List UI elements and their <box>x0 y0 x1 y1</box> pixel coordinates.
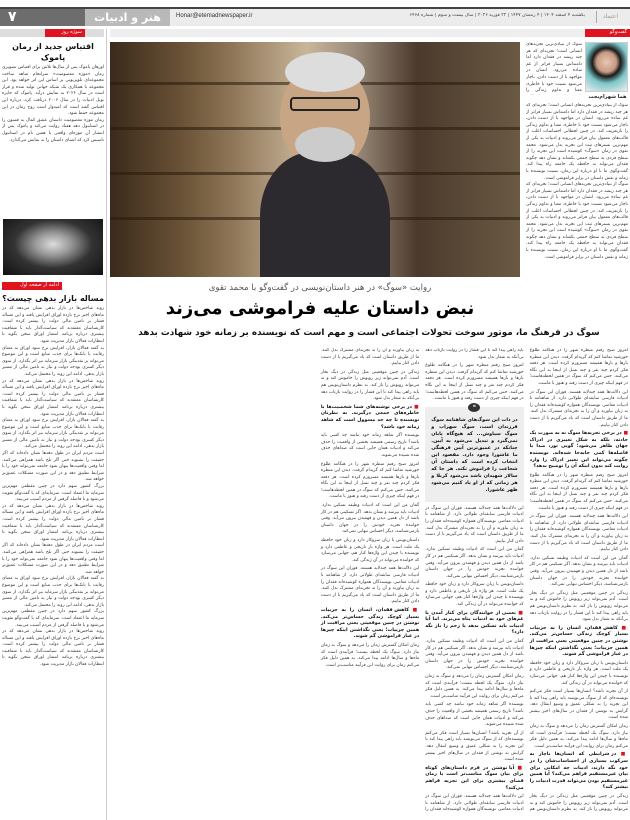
label-continued: ادامه از صفحه اول <box>2 282 62 290</box>
paragraph: از آن تجربه باشد؟ انسان‌ها بسیار است فکر می‌کنم نویسنده‌ای که از سوگ می‌نویسد باید راهی پیدا کند تا این تجربه را به شکلی عمیق و وسیع انتقال دهد. گرایش به نوشتن از فقدان در سال‌های اخیر بیشتر شده است. <box>425 730 524 763</box>
author-photo <box>585 42 628 92</box>
story-title-pamuk: اقتباس جدید از رمان پاموک <box>12 42 94 62</box>
paragraph: سوگ از بنیادی‌ترین تجربه‌های انسانی است؛ تجربه‌ای که هر چند ریشه در فقدان دارد اما دامنه‌اش بسیار فراتر از غم ساده می‌رود. انسان در مواجهه با از دست دادن، ناچار می‌شود نسبت خود با خاطره، معنا و تداوم زندگی را بازتعریف کند. در چنین لحظاتی احساسات اغلب از قالب‌های معمول بیان فراتر می‌روند و ادبیات به یکی از مهم‌ترین بسترهای ثبت این تجربه بدل می‌شود. محمد تقوی در رمان «سوگ» کوشیده است این تجربه را از سطح فردی به سطح جمعی بکشاند و نشان دهد چگونه فقدان می‌تواند به حافظه یک جامعه راه پیدا کند. گفت‌وگوی ما با او درباره این رمان، نسبت نویسنده با زمانه و نقش داستان در برابر فراموشی است. <box>526 182 628 260</box>
paragraph: گمان من این است که ادبیات وظیفه تسکین ندارد. ادبیات باید بپرسد و نشان بدهد. اگر تسکینی هم در کار باشد از دل همین دیدن و فهمیدن بیرون می‌آید. وقتی خواننده تجربه خودش را در جهان داستان بازمی‌شناسد، دیگر احساس تنهایی نمی‌کند. <box>425 547 524 579</box>
story-pamuk <box>2 41 104 213</box>
paragraph: رمان امکان گسترش زمان را می‌دهد و سوگ به زمان نیاز دارد. سوگ یک لحظه نیست؛ فرآیندی است که ماه‌ها و سال‌ها ادامه پیدا می‌کند. به همین دلیل فکر می‌کنم رمان برای روایت این فرآیند مناسب‌تر است. <box>320 642 420 668</box>
paragraph: اورهان پاموک پس از سال‌ها تلاش برای اقتباس تصویری رمان «موزه معصومیت» سرانجام شاهد ساخت مجموعه‌ای تلویزیونی بر اساس این اثر خواهد بود. این مجموعه با همکاری یک شبکه جهانی تولید شده و قرار است در سال ۲۰۲۶ به نمایش درآید. پاموک که جایزه نوبل ادبیات را در سال ۲۰۰۶ دریافت کرد، درباره این اقتباس گفته است که امیدوار است روح رمان در این مجموعه حفظ شود. <box>2 65 104 117</box>
article-subhead: سوگ در فرهنگ ما، موتور سوخت تحولات اجتماعی است و مهم است که نویسنده بر زمانه خود شهادت بدهد <box>138 328 600 338</box>
article-kicker: روایت «سوگ» در هنر داستان‌نویسی در گفت‌وگو با محمد تقوی <box>208 283 432 293</box>
paragraph: روند شاخص‌ها در بازار بدهی نشان می‌دهد که در ماه‌های اخیر نرخ بازده اوراق افزایش یافته و این مساله فشار بر تامین مالی دولت را بیشتر کرده است. کارشناسان معتقدند که سیاست‌گذار باید با شفافیت بیشتری درباره برنامه انتشار اوراق سخن بگوید تا انتظارات فعالان بازار مدیریت شود. <box>2 503 104 542</box>
paragraph: سوگ از بنیادی‌ترین تجربه‌های انسانی است؛ تجربه‌ای که هر چند ریشه در فقدان دارد اما دامنه‌اش بسیار فراتر از غم ساده می‌رود. انسان در مواجهه با از دست دادن، ناچار می‌شود نسبت خود با خاطره، معنا و تداوم زندگی را بازتعریف کند. در چنین لحظاتی احساسات اغلب از قالب‌های معمول بیان فراتر می‌روند و ادبیات به یکی از مهم‌ترین بسترهای ثبت این تجربه بدل می‌شود. محمد تقوی در رمان «سوگ» کوشیده است این تجربه را از سطح فردی به سطح جمعی بکشاند و نشان دهد چگونه فقدان می‌تواند به حافظه یک جامعه راه پیدا کند. گفت‌وگوی ما با او درباره این رمان، نسبت نویسنده با زمانه و نقش داستان در برابر فراموشی است. <box>526 103 628 181</box>
paragraph: است مردم ایران در طول دهه‌ها نشان داده‌اند که اگر حقیقت را بشنوند حتی اگر تلخ باشد همراهی می‌کنند. اما وقتی واقعیت‌ها پنهان شود جامعه نمی‌تواند خود را با شرایط تطبیق دهد و در این صورت مشکلات عمیق‌تر خواهد شد. <box>2 451 104 483</box>
article-headline: نبض داستان علیه فراموشی می‌زند <box>165 298 475 319</box>
article-body <box>112 348 628 820</box>
paragraph: امروز صبح رفتم منظره شهر را در هنگامه طلوع خورشید تماشا کنم که گریه‌ام گرفت. دیدن این منظره بارها و بارها همیشه مسرورم کرده است. هر دفعه فکر کردم چند نفر و چند نسل از اینجا به این نگاه می‌کنند. حس می‌کنم که سوگ در همین لحظه‌هاست؛ در فهم اینکه چیزی از دست رفته و هنوز با ماست. <box>529 472 628 511</box>
interview-question: ■ کاهش فقدان، انسان را به جزییات بسیار کوچک زندگی حساس‌تر می‌کند. نوشتن در چنین موقعیتی یعنی مراقبت از همین جزییات؛ یعنی نگذاشتن اینکه چیزها در غبار فراموشی گم شوند. <box>321 608 419 641</box>
paragraph: به گفته فعالان بازار، افزایش نرخ سود اوراق به معنای رقابت با بانک‌ها برای جذب منابع است و این موضوع می‌تواند بر نقدینگی بازار سرمایه نیز اثر بگذارد. از سوی دیگر کسری بودجه دولت و نیاز به تامین مالی از مسیر بازار بدهی، ادامه این روند را محتمل می‌کند. <box>2 576 104 608</box>
paragraph: زندگی در چنین موقعیتی مثل زندگی در دیگ بخار است. آدم نمی‌تواند زیر روپوش را خاموش کند و نه می‌تواند روپوش را باز کند. به نظرم داستان‌نویس هم باید راهی پیدا کند تا این فشار را در روایت بازتاب دهد بی‌آنکه به شعار بدل شود. <box>529 590 628 623</box>
paragraph: به گفته فعالان بازار، افزایش نرخ سود اوراق به معنای رقابت با بانک‌ها برای جذب منابع است و این موضوع می‌تواند بر نقدینگی بازار سرمایه نیز اثر بگذارد. از سوی دیگر کسری بودجه دولت و نیاز به تامین مالی از مسیر بازار بدهی، ادامه این روند را محتمل می‌کند. <box>2 418 104 450</box>
email-link[interactable]: Honar@etemadnewspaper.ir <box>176 13 253 19</box>
paragraph: داستان‌نویس با زبان سروکار دارد و زبان خود حافظه یک ملت است. هر واژه بار تاریخی و عاطفی دارد و نویسنده با چیدن این واژه‌ها کنار هم، جهانی می‌سازد که خواننده می‌تواند در آن زندگی کند. <box>529 660 628 686</box>
story-title-debt: مساله بازار بدهی چیست؟ <box>2 294 104 303</box>
interview-question: ■ در برخی نوشته‌های شما شخصیت‌ها با خاطره‌های جمعی درگیرند. به نظرتان نویسنده تا چه حد مسوول است که شاهد زمانه خود باشد؟ <box>321 405 419 431</box>
section-rule-right <box>110 29 630 37</box>
pull-quote <box>425 403 523 502</box>
paragraph: امروز صبح رفتم منظره شهر را در هنگامه طلوع خورشید تماشا کنم که گریه‌ام گرفت. دیدن این منظره بارها و بارها همیشه مسرورم کرده است. هر دفعه فکر کردم چند نفر و چند نسل از اینجا به این نگاه می‌کنند. حس می‌کنم که سوگ در همین لحظه‌هاست؛ در فهم اینکه چیزی از دست رفته و هنوز با ماست. <box>425 363 524 402</box>
label-interview: گفت‌وگو <box>585 29 630 37</box>
pull-quote-text: در ذات این سوگ‌های شاهنامه سوگ فرزندان است، سوگ سهراب و سوگ سیاوش... که هیچ‌گاه پایان نمی‌گیرد و تبدیل می‌شود به آیین. چنانکه در عمیق‌ترین آیین فرهنگی ما عاشورا وجود دارد. مقصود این انتخاب کرده است که داستان آن شجاعت را فراموش نکند. هر جا که سالار شهیدان باشد می‌شود کربلا و هر زمانی که از او یاد کنیم می‌شود ظهر عاشورا. <box>431 416 518 493</box>
quote-icon: ❝ <box>468 403 480 412</box>
interview-question: ■ کاهش فقدان، انسان را به جزییات بسیار کوچک زندگی حساس‌تر می‌کند. نوشتن در چنین موقعیتی یعنی مراقبت از همین جزییات؛ یعنی نگذاشتن اینکه چیزها در غبار فراموشی گم شوند. <box>530 626 628 659</box>
paragraph: گمان من این است که ادبیات وظیفه تسکین ندارد. ادبیات باید بپرسد و نشان بدهد. اگر تسکینی هم در کار باشد از دل همین دیدن و فهمیدن بیرون می‌آید. وقتی خواننده تجربه خودش را در جهان داستان بازمی‌شناسد، دیگر احساس تنهایی نمی‌کند. <box>425 639 524 671</box>
paragraph: از آن تجربه باشد؟ انسان‌ها بسیار است فکر می‌کنم نویسنده‌ای که از سوگ می‌نویسد باید راهی پیدا کند تا این تجربه را به شکلی عمیق و وسیع انتقال دهد. گرایش به نوشتن از فقدان در سال‌های اخیر بیشتر شده است. <box>529 689 628 721</box>
intro-text-top: سوگ از بنیادی‌ترین تجربه‌های انسانی است؛ تجربه‌ای که هر چند ریشه در فقدان دارد اما دامنه‌اش بسیار فراتر از غم ساده می‌رود. انسان در مواجهه با از دست دادن، ناچار می‌شود نسبت خود با خاطره، معنا و تداوم زندگی را <box>526 42 582 94</box>
paragraph: گمان من این است که ادبیات وظیفه تسکین ندارد. ادبیات باید بپرسد و نشان بدهد. اگر تسکینی هم در کار باشد از دل همین دیدن و فهمیدن بیرون می‌آید. وقتی خواننده تجربه خودش را در جهان داستان بازمی‌شناسد، دیگر احساس تنهایی نمی‌کند. <box>529 555 628 588</box>
paragraph: این دلالت‌ها همه چند‌لایه هستند. فوران این سوگ در ادبیات فارسی سابقه‌ای طولانی دارد. از شاهنامه تا ادبیات معاصر، نویسندگان همواره کوشیده‌اند فقدان را به زبان بیاورند و آن را به تجربه‌ای مشترک بدل کنند. ما از طریق داستان است که یاد می‌گیریم با از دست دادن کنار بیاییم. <box>529 514 628 553</box>
pamuk-photo <box>3 219 103 275</box>
paragraph: این دلالت‌ها همه چند‌لایه هستند. فوران این سوگ در ادبیات فارسی سابقه‌ای طولانی دارد. از شاهنامه تا ادبیات معاصر، نویسندگان همواره کوشیده‌اند فقدان را به زبان بیاورند و آن را به تجربه‌ای مشترک بدل کنند. ما از طریق داستان است که یاد می‌گیریم با از دست دادن کنار بیاییم. <box>320 348 524 813</box>
paragraph: به گفته فعالان بازار، افزایش نرخ سود اوراق به معنای رقابت با بانک‌ها برای جذب منابع است و این موضوع می‌تواند بر نقدینگی بازار سرمایه نیز اثر بگذارد. از سوی دیگر کسری بودجه دولت و نیاز به تامین مالی از مسیر بازار بدهی، ادامه این روند را محتمل می‌کند. <box>2 345 104 377</box>
date-line: یکشنبه ۴ اسفند ۱۴۰۴ | ۴ رمضان ۱۴۴۷ | ۲۲ فوریه ۲۰۲۶ | سال بیست و سوم | شماره ۶۴۶۸ <box>409 13 585 18</box>
paragraph: امروز صبح رفتم منظره شهر را در هنگامه طلوع خورشید تماشا کنم که گریه‌ام گرفت. دیدن این منظره بارها و بارها همیشه مسرورم کرده است. هر دفعه فکر کردم چند نفر و چند نسل از اینجا به این نگاه می‌کنند. حس می‌کنم که سوگ در همین لحظه‌هاست؛ در فهم اینکه چیزی از دست رفته و هنوز با ماست. <box>529 348 628 386</box>
paragraph: نویسنده اگر شاهد زمانه خود نباشد چه کسی باید باشد؟ تاریخ رسمی همیشه بخشی از واقعیت را حذف می‌کند و ادبیات همان جایی است که صداهای حذف شده شنیده می‌شوند. <box>320 433 420 458</box>
paragraph: این دلالت‌ها همه چند‌لایه هستند. فوران این سوگ در ادبیات فارسی سابقه‌ای طولانی دارد. از شاهنامه تا ادبیات معاصر، نویسندگان همواره کوشیده‌اند فقدان را به زبان بیاورند و آن را به تجربه‌ای مشترک بدل کنند. ما از طریق داستان است که یاد می‌گیریم با از دست دادن کنار بیاییم. <box>529 389 628 428</box>
paragraph: رمان امکان گسترش زمان را می‌دهد و سوگ به زمان نیاز دارد. سوگ یک لحظه نیست؛ فرآیندی است که ماه‌ها و سال‌ها ادامه پیدا می‌کند. به همین دلیل فکر می‌کنم رمان برای روایت این فرآیند مناسب‌تر است. <box>529 724 628 749</box>
paragraph: داستان‌نویس با زبان سروکار دارد و زبان خود حافظه یک ملت است. هر واژه بار تاریخی و عاطفی دارد و نویسنده با چیدن این واژه‌ها کنار هم، جهانی می‌سازد که خواننده می‌تواند در آن زندگی کند. <box>425 582 524 608</box>
paragraph: امروز صبح رفتم منظره شهر را در هنگامه طلوع خورشید تماشا کنم که گریه‌ام گرفت. دیدن این منظره بارها و بارها همیشه مسرورم کرده است. هر دفعه فکر کردم چند نفر و چند نسل از اینجا به این نگاه می‌کنند. حس می‌کنم که سوگ در همین لحظه‌هاست؛ در فهم اینکه چیزی از دست رفته و هنوز با ماست. <box>320 461 420 500</box>
paragraph: گمان من این است که ادبیات وظیفه تسکین ندارد. ادبیات باید بپرسد و نشان بدهد. اگر تسکینی هم در کار باشد از دل همین دیدن و فهمیدن بیرون می‌آید. وقتی خواننده تجربه خودش را در جهان داستان بازمی‌شناسد، دیگر احساس تنهایی نمی‌کند. <box>320 503 420 535</box>
page-number: ۷ <box>0 9 85 26</box>
paragraph: این دلالت‌ها همه چند‌لایه هستند. فوران این سوگ در ادبیات فارسی سابقه‌ای طولانی دارد. از شاهنامه تا ادبیات معاصر، نویسندگان همواره کوشیده‌اند فقدان را به زبان بیاورند و آن را به تجربه‌ای مشترک بدل کنند. ما از طریق داستان است که یاد می‌گیریم با از دست دادن کنار بیاییم. <box>320 566 420 605</box>
interview-question: ■ در برخی تجربه‌ها سوگ نه به صورت یک حادثه، بلکه به شکل تغییری در ادراک جهان ظاهر می‌شود؛ گویی نور، صدا یا فاصله‌ها کمی جابه‌جا شده‌اند. نویسنده چگونه می‌تواند این تغییر ادراک را وارد روایت کند بدون اینکه آن را توضیح بدهد؟ <box>530 431 628 471</box>
interview-question: ■ بعضی از خوانندگان برای کنار آمدن با غم‌های خود به ادبیات پناه می‌برند. اما آیا ادبیات باید تسکین بدهد یا زخم را باز نگه دارد؟ <box>425 611 523 637</box>
paragraph: بزرگ کشور سهم دارد در چنین مقطعی مهم‌ترین سرمایه ما اعتماد است. سرمایه‌ای که با گفت‌وگو تقویت می‌شود و با فاصله گرفتن از مردم آسیب می‌بیند. <box>2 484 104 503</box>
paragraph: روند شاخص‌ها در بازار بدهی نشان می‌دهد که در ماه‌های اخیر نرخ بازده اوراق افزایش یافته و این مساله فشار بر تامین مالی دولت را بیشتر کرده است. کارشناسان معتقدند که سیاست‌گذار باید با شفافیت بیشتری درباره برنامه انتشار اوراق سخن بگوید تا انتظارات فعالان بازار مدیریت شود. <box>2 629 104 668</box>
story-debt <box>2 293 104 820</box>
author-name: هما شهرام‌بخت <box>588 94 627 100</box>
main-photo-mohammad-taghavi <box>110 42 520 277</box>
intro-text <box>526 103 628 275</box>
paragraph: زندگی در چنین موقعیتی مثل زندگی در دیگ بخار است. آدم نمی‌تواند زیر روپوش را خاموش کند و نه می‌تواند روپوش را باز کند. به نظرم داستان‌نویس هم باید راهی پیدا کند تا این فشار را در روایت بازتاب دهد بی‌آنکه به شعار بدل شود. <box>320 369 420 402</box>
paragraph: روند شاخص‌ها در بازار بدهی نشان می‌دهد که در ماه‌های اخیر نرخ بازده اوراق افزایش یافته و این مساله فشار بر تامین مالی دولت را بیشتر کرده است. کارشناسان معتقدند که سیاست‌گذار باید با شفافیت بیشتری درباره برنامه انتشار اوراق سخن بگوید تا انتظارات فعالان بازار مدیریت شود. <box>2 378 104 417</box>
paragraph: این دلالت‌ها همه چند‌لایه هستند. فوران این سوگ در ادبیات فارسی سابقه‌ای طولانی دارد. از شاهنامه تا ادبیات معاصر، نویسندگان همواره کوشیده‌اند فقدان را به زبان بیاورند و آن را به تجربه‌ای مشترک بدل کنند. ما از طریق داستان است که یاد می‌گیریم با از دست دادن کنار بیاییم. <box>425 505 524 544</box>
label-topic-of-day: سوژه روز <box>45 29 85 37</box>
paragraph: است مردم ایران در طول دهه‌ها نشان داده‌اند که اگر حقیقت را بشنوند حتی اگر تلخ باشد همراهی می‌کنند. اما وقتی واقعیت‌ها پنهان شود جامعه نمی‌تواند خود را با شرایط تطبیق دهد و در این صورت مشکلات عمیق‌تر خواهد شد. <box>2 543 104 575</box>
paragraph: روند شاخص‌ها در بازار بدهی نشان می‌دهد که در ماه‌های اخیر نرخ بازده اوراق افزایش یافته و این مساله فشار بر تامین مالی دولت را بیشتر کرده است. کارشناسان معتقدند که سیاست‌گذار باید با شفافیت بیشتری درباره برنامه انتشار اوراق سخن بگوید تا انتظارات فعالان بازار مدیریت شود. <box>2 306 104 344</box>
paragraph: رمان موزه معصومیت داستان عشق کمال به فسون را در استانبول دهه هفتاد روایت می‌کند و پاموک پس از انتشار آن موزه‌ای واقعی با همین نام در استانبول تاسیس کرد که اشیای داستان را به نمایش می‌گذارد. <box>2 117 104 143</box>
paragraph: داستان‌نویس با زبان سروکار دارد و زبان خود حافظه یک ملت است. هر واژه بار تاریخی و عاطفی دارد و نویسنده با چیدن این واژه‌ها کنار هم، جهانی می‌سازد که خواننده می‌تواند در آن زندگی کند. <box>320 538 420 563</box>
newspaper-logo: اعتماد <box>596 11 624 23</box>
interview-question: ■ در شرایطی که انسان‌ها ناچار به سرکوب بسیاری از احساسات‌شان را در خود نگه دارند، ادبیات چه امکانی برای بیان غیرمستقیم فراهم می‌کند؟ آیا همین غیرمستقیم بودن می‌تواند قدرت ادبیات را بیشتر کند؟ <box>530 752 628 792</box>
section-title: هنر و ادبیات <box>85 9 170 26</box>
paragraph: نویسنده اگر شاهد زمانه خود نباشد چه کسی باید باشد؟ تاریخ رسمی همیشه بخشی از واقعیت را حذف می‌کند و ادبیات همان جایی است که صداهای حذف شده شنیده می‌شوند. <box>425 702 524 728</box>
paragraph: بزرگ کشور سهم دارد در چنین مقطعی مهم‌ترین سرمایه ما اعتماد است. سرمایه‌ای که با گفت‌وگو تقویت می‌شود و با فاصله گرفتن از مردم آسیب می‌بیند. <box>2 609 104 628</box>
interview-question: ■ آیا نوشتن در فرم داستان‌های کوتاه برای بیان سوگ مناسب‌تر است یا رمان فضای بیشتری برای این تجربه فراهم می‌کند؟ <box>425 766 523 792</box>
column-divider <box>106 29 107 820</box>
paragraph: رمان امکان گسترش زمان را می‌دهد و سوگ به زمان نیاز دارد. سوگ یک لحظه نیست؛ فرآیندی است که ماه‌ها و سال‌ها ادامه پیدا می‌کند. به همین دلیل فکر می‌کنم رمان برای روایت این فرآیند مناسب‌تر است. <box>425 674 524 699</box>
paragraph: زندگی در چنین موقعیتی مثل زندگی در دیگ بخار است. آدم نمی‌تواند زیر روپوش را خاموش کند و نه می‌تواند روپوش را باز کند. به نظرم داستان‌نویس هم باید راهی پیدا کند تا این فشار را در روایت بازتاب دهد بی‌آنکه به شعار بدل شود. <box>425 348 628 813</box>
